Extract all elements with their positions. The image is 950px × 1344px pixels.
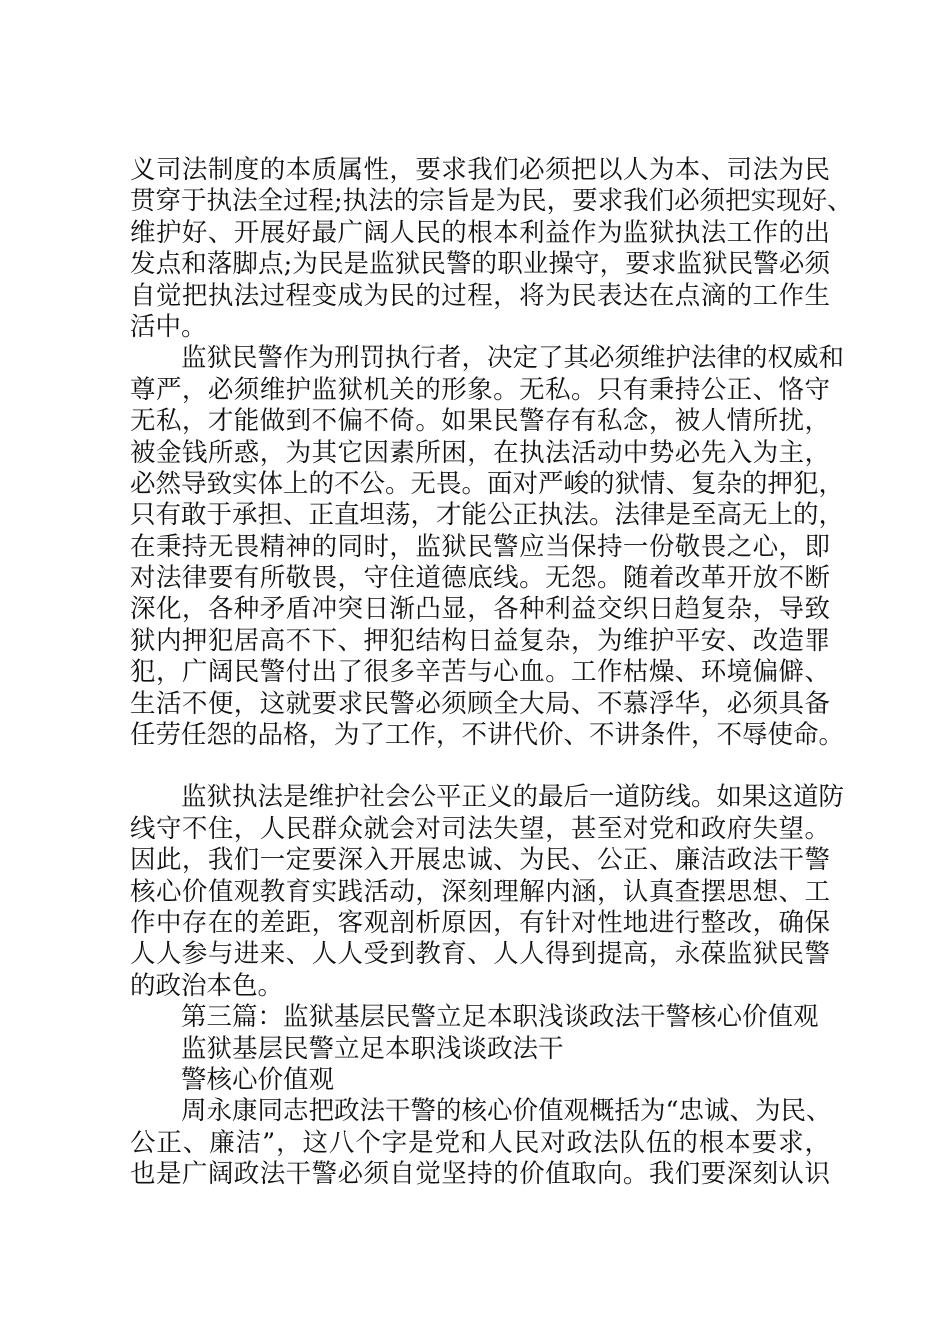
paragraph xyxy=(130,782,845,1002)
text-line: 监狱基层民警立足本职浅谈政法干 xyxy=(181,1033,564,1064)
text-line: 任劳任怨的品格，为了工作，不讲代价、不讲条件，不辱使命。 xyxy=(130,720,845,751)
text-line: 监狱民警作为刑罚执行者，决定了其必须维护法律的权威和 xyxy=(181,343,845,374)
text-line: 必然导致实体上的不公。无畏。面对严峻的狱情、复杂的押犯， xyxy=(130,468,845,499)
text-line: 在秉持无畏精神的同时，监狱民警应当保持一份敬畏之心，即 xyxy=(130,531,830,562)
text-line: 也是广阔政法干警必须自觉坚持的价值取向。我们要深刻认识 xyxy=(130,1159,830,1190)
text-line: 被金钱所惑，为其它因素所困，在执法活动中势必先入为主， xyxy=(130,437,830,468)
text-line: 活中。 xyxy=(130,311,207,342)
text-line: 发点和落脚点;为民是监狱民警的职业操守，要求监狱民警必须 xyxy=(130,249,830,280)
paragraph xyxy=(130,343,845,751)
text-line: 因此，我们一定要深入开展忠诚、为民、公正、廉洁政法干警 xyxy=(130,845,830,876)
text-line: 周永康同志把政法干警的核心价值观概括为“忠诚、为民、 xyxy=(181,1096,832,1127)
text-line: 尊严，必须维护监狱机关的形象。无私。只有秉持公正、恪守 xyxy=(130,374,830,405)
text-line: 犯，广阔民警付出了很多辛苦与心血。工作枯燥、环境偏僻、 xyxy=(130,657,830,688)
text-line: 对法律要有所敬畏，守住道德底线。无怨。随着改革开放不断 xyxy=(130,563,830,594)
document-page xyxy=(130,155,853,1191)
text-line: 监狱执法是维护社会公平正义的最后一道防线。如果这道防 xyxy=(181,782,845,813)
text-line: 核心价值观教育实践活动，深刻理解内涵，认真查摆思想、工 xyxy=(130,876,830,907)
text-line: 第三篇：监狱基层民警立足本职浅谈政法干警核心价值观 xyxy=(181,1002,819,1033)
text-line: 的政治本色。 xyxy=(130,970,284,1001)
text-line: 狱内押犯居高不下、押犯结构日益复杂，为维护平安、改造罪 xyxy=(130,625,830,656)
text-line: 生活不便，这就要求民警必须顾全大局、不慕浮华，必须具备 xyxy=(130,688,830,719)
text-line: 无私，才能做到不偏不倚。如果民警存有私念，被人情所扰， xyxy=(130,406,830,437)
text-line: 维护好、开展好最广阔人民的根本利益作为监狱执法工作的出 xyxy=(130,217,830,248)
text-line: 警核心价值观 xyxy=(181,1064,335,1095)
text-line: 自觉把执法过程变成为民的过程，将为民表达在点滴的工作生 xyxy=(130,280,830,311)
text-line: 人人参与进来、人人受到教育、人人得到提高，永葆监狱民警 xyxy=(130,939,830,970)
text-line: 义司法制度的本质属性，要求我们必须把以人为本、司法为民 xyxy=(130,155,830,185)
text-line: 深化，各种矛盾冲突日渐凸显，各种利益交织日趋复杂，导致 xyxy=(130,594,830,625)
text-line: 线守不住，人民群众就会对司法失望，甚至对党和政府失望。 xyxy=(130,813,830,844)
text-line: 只有敢于承担、正直坦荡，才能公正执法。法律是至高无上的， xyxy=(130,500,845,531)
paragraph xyxy=(130,1096,830,1190)
text-line: 作中存在的差距，客观剖析原因，有针对性地进行整改，确保 xyxy=(130,907,830,938)
article-title xyxy=(130,1034,830,1097)
paragraph-gap xyxy=(130,751,830,782)
paragraph xyxy=(130,155,853,343)
section-heading xyxy=(130,1002,830,1033)
text-line: 公正、廉洁”，这八个字是党和人民对政法队伍的根本要求， xyxy=(130,1127,830,1158)
text-line: 贯穿于执法全过程;执法的宗旨是为民，要求我们必须把实现好、 xyxy=(130,186,853,217)
